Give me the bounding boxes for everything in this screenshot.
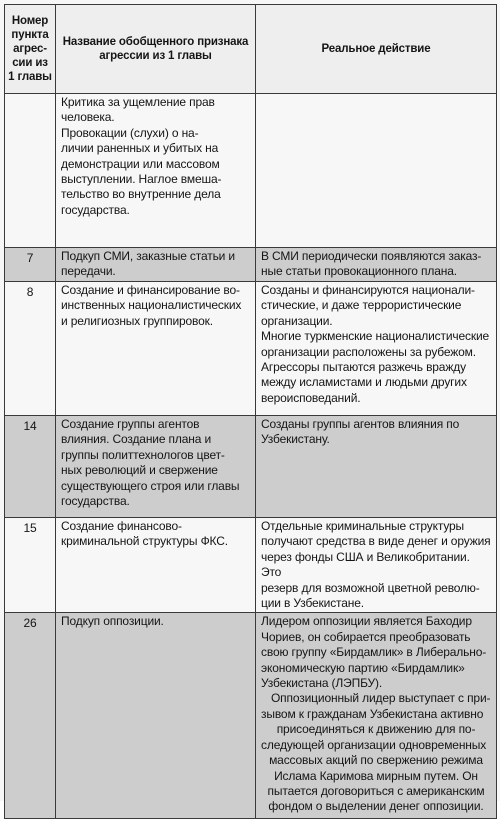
row-name: Создание финансово- криминальной структуры ФКС. xyxy=(56,518,256,613)
row-action: Созданы и финансируются национали- стические, и даже террористические организации. Многие туркменские националистические организации расположены за рубежом. Агрессоры пытаются разжечь вражду между исламистами и людьми других вероисповеданий. xyxy=(256,282,497,416)
row-name: Критика за ущемление прав человека. Провокации (слухи) о на- личии раненных и убитых на демонстрации или массовом выступлении. Наглое вмеша- тельство во внутренние дела государства. xyxy=(56,94,256,248)
row-num: 26 xyxy=(5,613,56,819)
row-name: Подкуп СМИ, заказные статьи и передачи. xyxy=(56,248,256,282)
header-action: Реальное действие xyxy=(256,5,497,94)
header-name: Название обобщенного признака агрессии из 1 главы xyxy=(56,5,256,94)
table-row xyxy=(5,282,497,416)
row-action xyxy=(256,94,497,248)
table-row xyxy=(5,518,497,613)
row-action: Созданы группы агентов влияния по Узбекистану. xyxy=(256,416,497,518)
header-row xyxy=(5,5,497,94)
row-num: 7 xyxy=(5,248,56,282)
aggression-table xyxy=(4,4,497,819)
table-row xyxy=(5,248,497,282)
row-num: 14 xyxy=(5,416,56,518)
row-name: Создание группы агентов влияния. Создание плана и группы политтехнологов цвет- ных революций и свержение существующего строя или главы государства. xyxy=(56,416,256,518)
row-action: Лидером оппозиции является Баходир Чориев, он собирается преобразовать свою группу «Бирдамлик» в Либерально- экономическую партию «Бирдамлик» Узбекистана (ЛЭПБУ). Оппозиционный лидер выступает с при- зывом к гражданам Узбекистана активно присоединяться к движению для по- следующей организации одновременных массовых акций по свержению режима Ислама Каримова мирным путем. Он пытается договориться с американским фондом о выделении денег оппозиции. xyxy=(256,613,497,819)
row-num: 8 xyxy=(5,282,56,416)
row-action: В СМИ периодически появляются заказ- ные статьи провокационного плана. xyxy=(256,248,497,282)
row-name: Подкуп оппозиции. xyxy=(56,613,256,819)
header-num: Номер пункта агрес- сии из 1 главы xyxy=(5,5,56,94)
table-row xyxy=(5,94,497,248)
row-num: 15 xyxy=(5,518,56,613)
row-action: Отдельные криминальные структуры получают средства в виде денег и оружия через фонды США и Великобритании. Это резерв для возможной цветной револю- ции в Узбекистане. xyxy=(256,518,497,613)
table-row xyxy=(5,613,497,819)
row-num xyxy=(5,94,56,248)
table-row xyxy=(5,416,497,518)
row-name: Создание и финансирование во- инственных националистических и религиозных группировок. xyxy=(56,282,256,416)
